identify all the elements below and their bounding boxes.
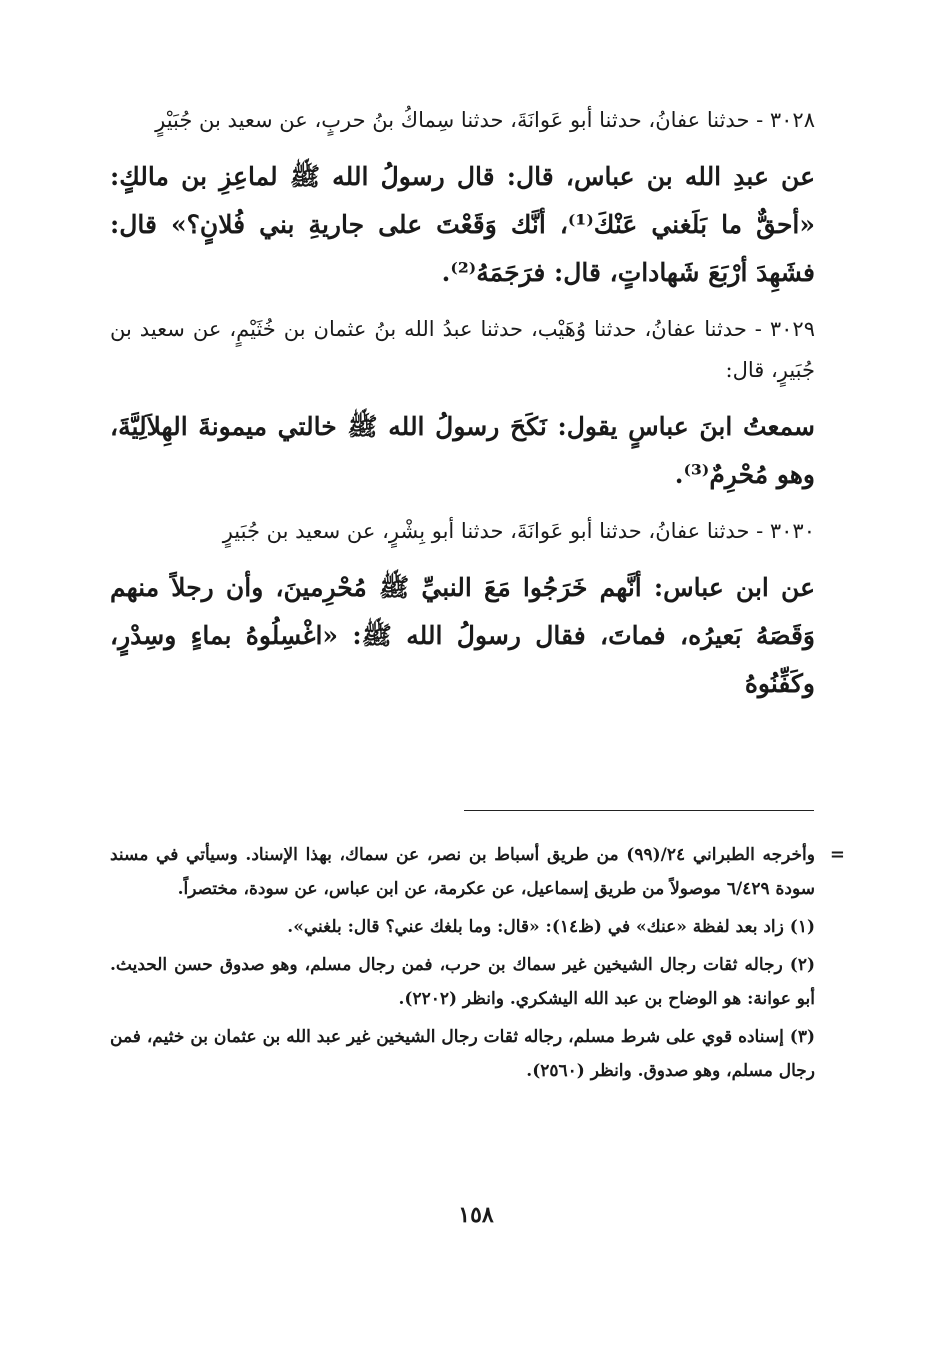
hadith-matn: عن عبدِ الله بن عباس، قال: قال رسولُ الله ﷺ لماعِزِ بن مالكٍ: «أحقٌّ ما بَلَغني عَنْكَ⁽¹⁾، أنَّك وَقَعْتَ على جاريةِ بني فُلانٍ؟» قال: فشَهِدَ أرْبَعَ شَهاداتٍ، قال: فرَجَمَهُ⁽²⁾. [110, 162, 815, 287]
continuation-mark: = [829, 844, 845, 865]
hadith-isnad: ٣٠٢٩ - حدثنا عفانُ، حدثنا وُهَيْب، حدثنا عبدُ الله بنُ عثمان بن خُثَيْمٍ، عن سعيد بن جُبَيرٍ، قال: [110, 317, 815, 382]
footnotes [110, 838, 845, 1092]
hadith-matn: عن ابن عباس: أنَّهم خَرَجُوا مَعَ النبيِّ ﷺ مُحْرِمينَ، وأن رجلاً منهم وَقَصَهُ بَعيرُه، فماتَ، فقال رسولُ الله ﷺ: «اغْسِلُوهُ بماءٍ وسِدْرٍ، وكَفِّنُوهُ [110, 573, 815, 698]
footnote-item: (٢) رجاله ثقات رجال الشيخين غير سماك بن حرب، فمن رجال مسلم، وهو صدوق حسن الحديث. أبو عوانة: هو الوضاح بن عبد الله اليشكري. وانظر (٢٢٠٢). [110, 955, 815, 1009]
main-text [110, 100, 815, 720]
hadith-matn: سمعتُ ابنَ عباسٍ يقول: نَكَحَ رسولُ الله ﷺ خالتي ميمونةَ الهِلاَلِيَّةَ، وهو مُحْرِمٌ⁽³⁾. [110, 412, 815, 489]
hadith-isnad: ٣٠٢٨ - حدثنا عفانُ، حدثنا أبو عَوانَةَ، حدثنا سِماكُ بنُ حربٍ، عن سعيد بن جُبَيْرٍ [155, 108, 815, 132]
hadith-isnad: ٣٠٣٠ - حدثنا عفانُ، حدثنا أبو عَوانَةَ، حدثنا أبو بِشْرٍ، عن سعيد بن جُبَيرٍ [222, 519, 815, 543]
footnote-continuation-text: وأخرجه الطبراني ٢٤/(٩٩) من طريق أسباط بن نصر، عن سماك، بهذا الإسناد. وسيأتي في مسند سودة ٦/٤٢٩ موصولاً من طريق إسماعيل، عن عكرمة، عن ابن عباس، عن سودة، مختصراً. [110, 845, 815, 899]
footnote-item: (١) زاد بعد لفظة «عنك» في (ظ١٤): «قال: وما بلغك عني؟ قال: بلغني». [287, 917, 815, 937]
footnote-continuation [110, 838, 845, 906]
page-number: ١٥٨ [458, 1202, 494, 1228]
footnote-item: (٣) إسناده قوي على شرط مسلم، رجاله ثقات رجال الشيخين غير عبد الله بن عثمان بن خثيم، فمن رجال مسلم، وهو صدوق. وانظر (٢٥٦٠). [110, 1027, 815, 1081]
footnote-divider [464, 810, 814, 811]
